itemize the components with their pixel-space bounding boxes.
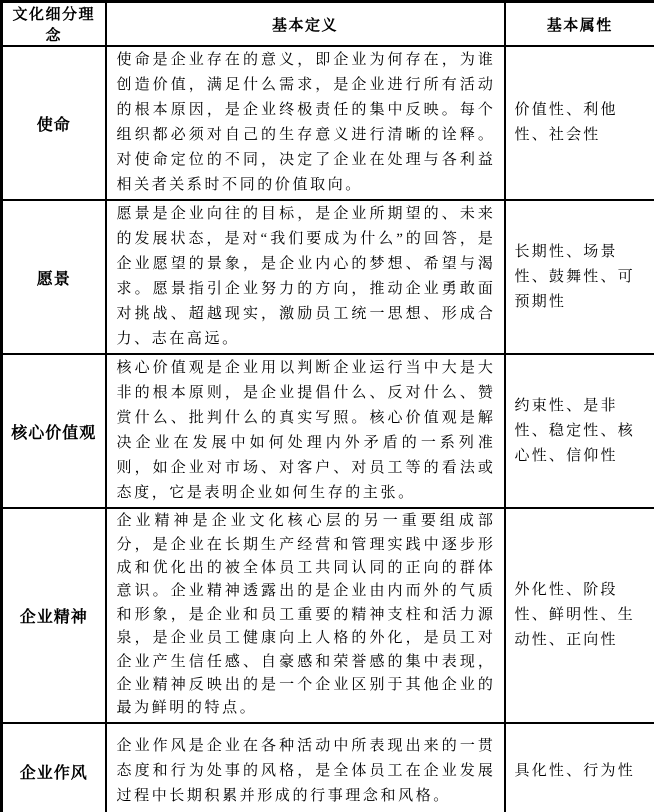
table-row-enterprise-spirit [2, 508, 654, 723]
concept-label: 使命 [2, 46, 106, 200]
header-concept: 文化细分理念 [2, 2, 106, 47]
concept-label: 企业作风 [2, 723, 106, 812]
attributes-text: 价值性、利他性、社会性 [505, 46, 654, 200]
table-row-vision [2, 200, 654, 354]
header-definition: 基本定义 [106, 2, 505, 47]
definition-text: 核心价值观是企业用以判断企业运行当中大是大非的根本原则，是企业提倡什么、反对什么、赞赏什么、批判什么的真实写照。核心价值观是解决企业在发展中如何处理内外矛盾的一系列准则，如企业对市场、对客户、对员工等的看法或态度，它是表明企业如何生存的主张。 [106, 354, 505, 508]
attributes-text: 长期性、场景性、鼓舞性、可预期性 [505, 200, 654, 354]
concept-label: 企业精神 [2, 508, 106, 723]
attributes-text: 约束性、是非性、稳定性、核心性、信仰性 [505, 354, 654, 508]
table-row-mission [2, 46, 654, 200]
table-header-row [2, 2, 654, 47]
attributes-text: 具化性、行为性 [505, 723, 654, 812]
definition-text: 企业精神是企业文化核心层的另一重要组成部分，是企业在长期生产经营和管理实践中逐步形成和优化出的被全体员工共同认同的正向的群体意识。企业精神透露出的是企业由内而外的气质和形象，是企业和员工重要的精神支柱和活力源泉，是企业员工健康向上人格的外化，是员工对企业产生信任感、自豪感和荣誉感的集中表现，企业精神反映出的是一个企业区别于其他企业的最为鲜明的特点。 [106, 508, 505, 723]
table-row-core-values [2, 354, 654, 508]
definition-text: 使命是企业存在的意义，即企业为何存在，为谁创造价值，满足什么需求，是企业进行所有活动的根本原因，是企业终极责任的集中反映。每个组织都必须对自己的生存意义进行清晰的诠释。对使命定位的不同，决定了企业在处理与各利益相关者关系时不同的价值取向。 [106, 46, 505, 200]
definition-text: 愿景是企业向往的目标，是企业所期望的、未来的发展状态，是对“我们要成为什么”的回答，是企业愿望的景象，是企业内心的梦想、希望与渴求。愿景指引企业努力的方向，推动企业勇敢面对挑战、超越现实，激励员工统一思想、形成合力、志在高远。 [106, 200, 505, 354]
concept-label: 愿景 [2, 200, 106, 354]
header-attributes: 基本属性 [505, 2, 654, 47]
definition-text: 企业作风是企业在各种活动中所表现出来的一贯态度和行为处事的风格，是全体员工在企业发展过程中长期积累并形成的行事理念和风格。 [106, 723, 505, 812]
concept-label: 核心价值观 [2, 354, 106, 508]
table-row-enterprise-style [2, 723, 654, 812]
attributes-text: 外化性、阶段性、鲜明性、生动性、正向性 [505, 508, 654, 723]
